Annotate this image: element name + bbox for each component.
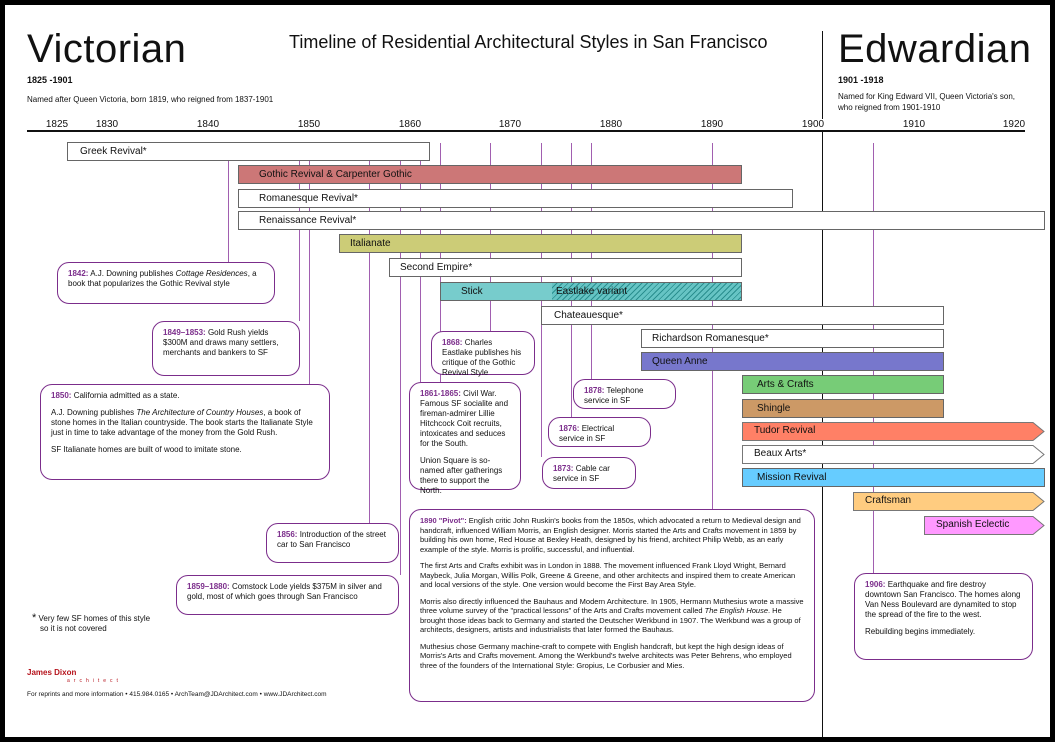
event-year: 1878:	[584, 386, 605, 395]
event-text: , a book that popularizes the Gothic Revival style	[68, 269, 257, 288]
event-year: 1856:	[277, 530, 298, 539]
event-note-1878	[573, 379, 676, 409]
footnote	[32, 613, 150, 634]
style-bar-second-empire	[389, 258, 742, 277]
victorian-description: Named after Queen Victoria, born 1819, who reigned from 1837-1901	[27, 95, 274, 104]
event-note-1856	[266, 523, 399, 563]
victorian-title: Victorian	[27, 27, 187, 71]
event-text: Electrical service in SF	[559, 424, 615, 443]
axis-tick-label: 1850	[297, 119, 321, 130]
timeline-poster	[5, 5, 1050, 737]
event-year: 1849–1853:	[163, 328, 206, 337]
edwardian-description	[838, 91, 1015, 113]
style-bar-renaissance-revival	[238, 211, 1045, 230]
style-bar-greek-revival	[67, 142, 430, 161]
axis-line	[27, 130, 1025, 132]
axis-tick-label: 1900	[801, 119, 825, 130]
event-text: , a book of stone homes in the Italian countryside. The book starts the Italianate Style just in time to take advantage of the money from the Gold Rush.	[51, 408, 313, 437]
event-text: The first Arts and Crafts exhibit was in London in 1888. The movement influenced Frank Lloyd Wright, Bernard Maybeck, Julia Morgan, Willis Polk, Greene & Greene, and other architects and inspired them to create American and local versions of the style. One version would become the First Bay Area Style.	[420, 561, 796, 589]
event-text: . He brought those ideas back to Germany and started the Deutscher Werkbund in 1907. The Werkbund was a group of architects, designers, artists and industrialists that later formed the Bauhaus.	[420, 606, 801, 634]
axis-tick-label: 1840	[196, 119, 220, 130]
event-note-1859	[176, 575, 399, 615]
style-bar-italianate	[339, 234, 742, 253]
event-book-title: The Architecture of Country Houses	[136, 408, 264, 417]
style-bar-gothic-revival-carpenter-gothic	[238, 165, 742, 184]
event-line	[571, 143, 572, 417]
style-bar-label: Mission Revival	[757, 472, 827, 483]
style-bar-chateauesque	[541, 306, 944, 325]
event-note-1868	[431, 331, 535, 375]
event-text: A.J. Downing publishes	[88, 269, 176, 278]
event-year: 1868:	[442, 338, 463, 347]
style-bar-label: Italianate	[350, 238, 391, 249]
event-text: Cable car service in SF	[553, 464, 610, 483]
event-book-title: The English House	[704, 606, 768, 615]
edwardian-description-line1: Named for King Edward VII, Queen Victoria's son,	[838, 92, 1016, 101]
event-text: English critic John Ruskin's books from the 1850s, which advocated a return to Medieval design and handcraft, influenced William Morris, an English designer. Morris started the Arts and Crafts movement in 1859 by building his own home, Red House at Bexley Heath, designed by his friend, architect Philip Webb, as an early example of the style. Morris is prolific, successful, and influential.	[420, 516, 801, 554]
event-text: Gold Rush yields $300M and draws many settlers, merchants and bankers to SF	[163, 328, 279, 357]
brand-name: James Dixon	[27, 668, 77, 677]
style-bar-shingle	[742, 399, 944, 418]
event-text: Comstock Lode yields $375M in silver and gold, most of which goes through San Francisco	[187, 582, 382, 601]
event-year: 1842:	[68, 269, 89, 278]
footnote-star: *	[32, 612, 37, 624]
footnote-line1: Very few SF homes of this style	[38, 614, 151, 623]
event-year: 1906:	[865, 580, 886, 589]
axis-tick-label: 1860	[398, 119, 422, 130]
edwardian-title: Edwardian	[838, 27, 1032, 71]
event-text: Civil War. Famous SF socialite and fireman-admirer Lillie Hitchcock Coit recruits, intoxicates and seduces for the South.	[420, 389, 509, 448]
event-note-1842	[57, 262, 275, 304]
axis-tick-label: 1910	[902, 119, 926, 130]
style-bar-spanish-eclectic-label: Spanish Eclectic	[936, 519, 1010, 530]
event-text: California admitted as a state.	[71, 391, 180, 400]
style-bar-craftsman-label: Craftsman	[865, 495, 912, 506]
style-bar-label: Second Empire*	[400, 262, 473, 273]
axis-tick-label: 1880	[599, 119, 623, 130]
edwardian-description-line2: who reigned from 1901-1910	[838, 103, 941, 112]
event-year: 1859–1880:	[187, 582, 230, 591]
style-bar-label: Romanesque Revival*	[259, 193, 358, 204]
style-bar-label: Queen Anne	[652, 356, 708, 367]
style-bar-label: Arts & Crafts	[757, 379, 814, 390]
event-note-1906	[854, 573, 1033, 660]
style-bar-label: Gothic Revival & Carpenter Gothic	[259, 169, 412, 180]
event-text: Rebuilding begins immediately.	[865, 627, 976, 636]
axis-tick-label: 1890	[700, 119, 724, 130]
axis-tick-label: 1825	[45, 119, 69, 130]
victorian-dates: 1825 -1901	[27, 75, 73, 85]
axis-tick-label: 1830	[95, 119, 119, 130]
eastlake-variant-label: Eastlake variant	[556, 286, 628, 297]
axis-tick-label: 1920	[1002, 119, 1026, 130]
page-title: Timeline of Residential Architectural Styles in San Francisco	[289, 32, 768, 52]
event-text: Charles Eastlake publishes his critique of the Gothic Revival Style	[442, 338, 522, 377]
event-text: A.J. Downing publishes	[51, 408, 137, 417]
style-bar-queen-anne	[641, 352, 944, 371]
style-bar-arts-crafts	[742, 375, 944, 394]
style-bar-label: Renaissance Revival*	[259, 215, 357, 226]
event-text: Introduction of the street car to San Francisco	[277, 530, 386, 549]
style-bar-richardson-romanesque	[641, 329, 944, 348]
event-text: Muthesius chose Germany machine-craft to compete with English handcraft, but kept the high design ideas of Morris's Arts and Crafts movement. Among the Werkbund's twelve architects was Peter Behrens, who employed three of the founders of the International Style: Gropius, Le Corbusier and Mies.	[420, 641, 792, 670]
brand-sub: architect	[67, 678, 122, 684]
footnote-line2: so it is not covered	[40, 624, 107, 633]
style-bar-label: Greek Revival*	[80, 146, 147, 157]
event-note-1873	[542, 457, 636, 489]
event-text: Earthquake and fire destroy downtown San Francisco. The homes along Van Ness Boulevard are dynamited to stop the spread of the fire to the west.	[865, 580, 1021, 619]
event-year: 1876:	[559, 424, 580, 433]
event-book-title: Cottage Residences	[175, 269, 248, 278]
event-note-1861	[409, 382, 521, 495]
event-year: 1850:	[51, 391, 72, 400]
event-year: 1890 "Pivot":	[420, 516, 467, 525]
style-bar-tudor-revival-label: Tudor Revival	[754, 425, 816, 436]
event-year: 1873:	[553, 464, 574, 473]
event-note-1890-pivot	[409, 509, 815, 702]
event-text: SF Italianate homes are built of wood to imitate stone.	[51, 445, 242, 454]
style-bar-label: Richardson Romanesque*	[652, 333, 769, 344]
event-text: Morris also directly influenced the Bauhaus and Modern Architecture. In 1905, Hermann Muthesius wrote a massive three volume survey of the "practical lessons" of the Arts and Crafts movement called	[420, 596, 804, 615]
axis-tick-label: 1870	[498, 119, 522, 130]
event-note-1876	[548, 417, 651, 447]
style-bar-mission-revival	[742, 468, 1045, 487]
style-bar-label: Shingle	[757, 403, 791, 414]
event-text: Union Square is so-named after gatherings there to support the North.	[420, 456, 503, 495]
style-bar-label: Chateauesque*	[554, 310, 623, 321]
style-bar-label: Stick	[461, 286, 483, 297]
event-year: 1861-1865:	[420, 389, 461, 398]
event-note-1849	[152, 321, 300, 376]
style-bar-beaux-arts-label: Beaux Arts*	[754, 448, 807, 459]
event-note-1850	[40, 384, 330, 480]
footer-contact: For reprints and more information • 415.984.0165 • ArchTeam@JDArchitect.com • www.JDArchitect.com	[27, 691, 327, 698]
edwardian-dates: 1901 -1918	[838, 75, 884, 85]
style-bar-romanesque-revival	[238, 189, 793, 208]
event-text: Telephone service in SF	[584, 386, 644, 405]
style-bar-stick	[440, 282, 742, 301]
